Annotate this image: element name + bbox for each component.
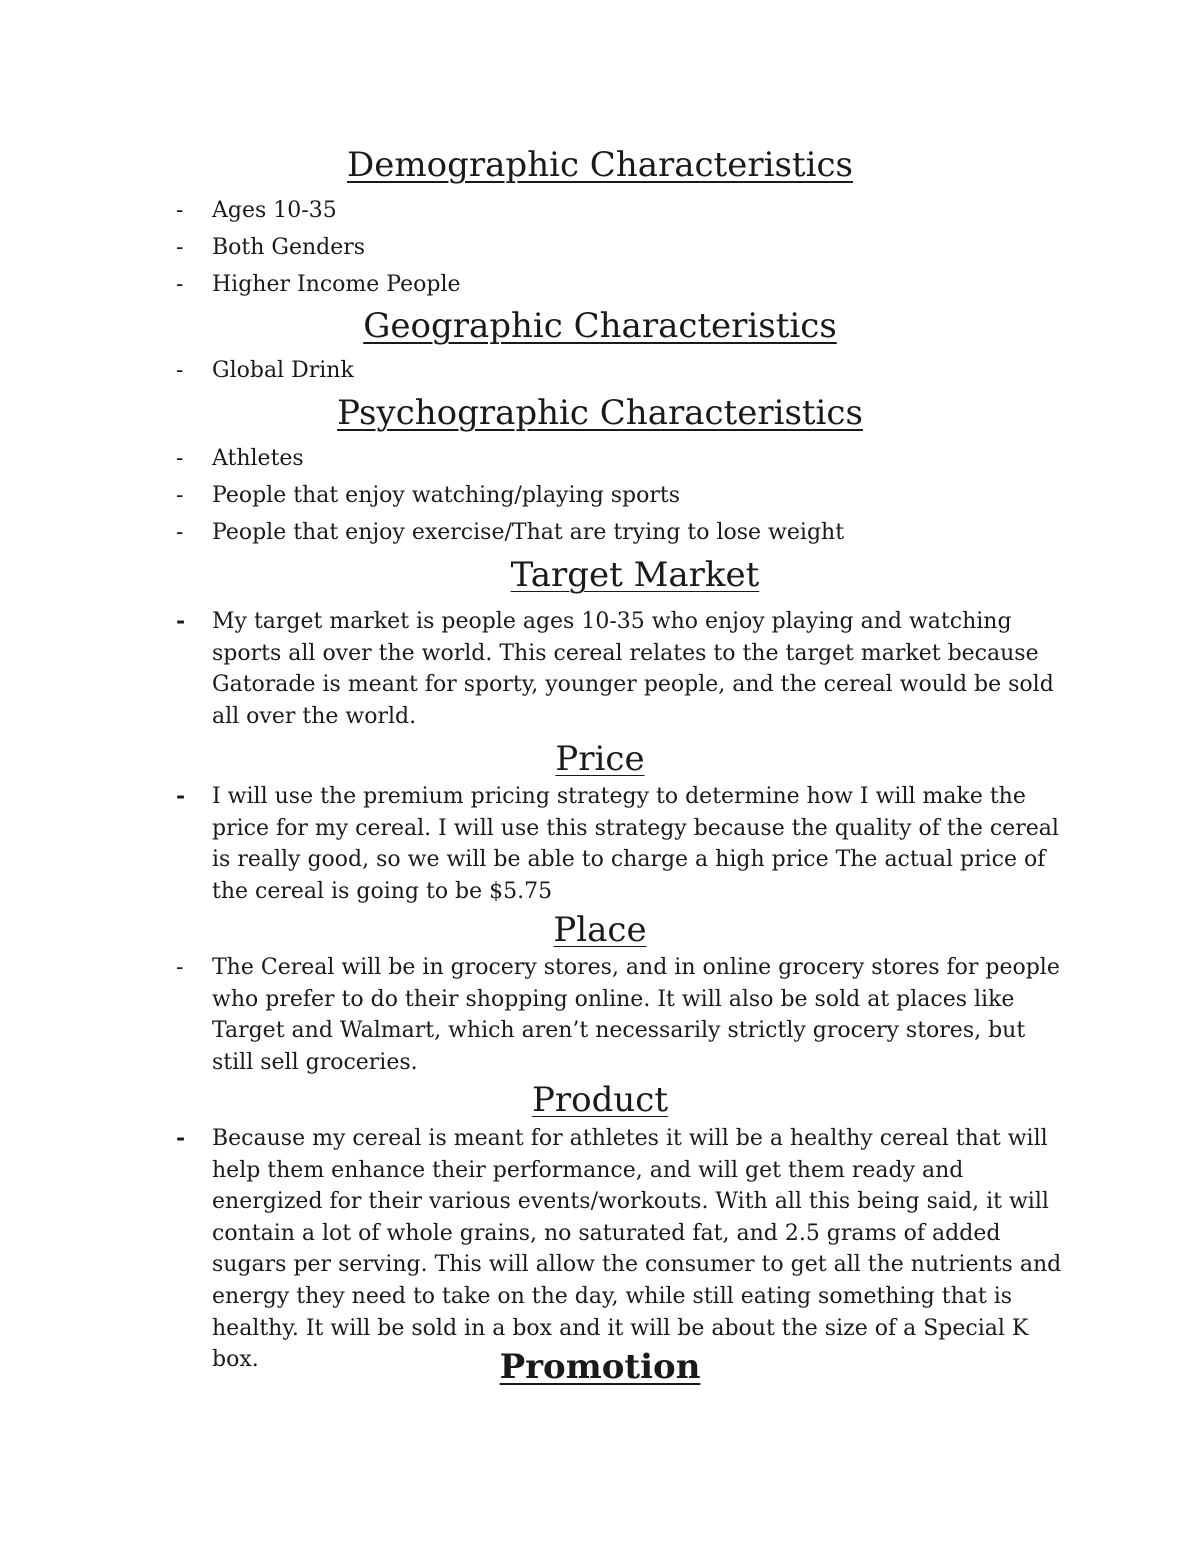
psychographic-list xyxy=(0,440,1200,551)
bullet-dash: - xyxy=(176,272,184,297)
target-market-paragraph: - My target market is people ages 10-35 who enjoy playing and watching sports all over the world. This cereal relates to the target market because Gatorade is meant for sporty, younger people, and the cereal would be sold all over the world. xyxy=(176,608,1054,729)
heading-geographic: Geographic Characteristics xyxy=(363,306,837,346)
heading-price: Price xyxy=(555,739,645,779)
bullet-dash: - xyxy=(176,446,184,471)
target-market-section xyxy=(0,606,1200,732)
geographic-list xyxy=(0,352,1200,389)
heading-place: Place xyxy=(553,910,647,950)
bullet-dash: - xyxy=(176,198,184,223)
list-item: - Global Drink xyxy=(0,352,1072,389)
bullet-dash: - xyxy=(176,483,184,508)
list-item: - Higher Income People xyxy=(0,266,1072,303)
list-item: - Ages 10-35 xyxy=(0,192,1072,229)
heading-demographic: Demographic Characteristics xyxy=(347,145,853,185)
bullet-dash: - xyxy=(176,783,186,809)
place-section xyxy=(0,952,1200,1078)
heading-target-market: Target Market xyxy=(510,555,760,595)
heading-product: Product xyxy=(532,1080,668,1120)
bullet-dash: - xyxy=(176,520,184,545)
bullet-dash: - xyxy=(176,608,186,634)
list-item: - People that enjoy exercise/That are trying to lose weight xyxy=(0,514,1072,551)
heading-promotion: Promotion xyxy=(499,1347,701,1387)
heading-psychographic: Psychographic Characteristics xyxy=(337,393,863,433)
list-item: - People that enjoy watching/playing sports xyxy=(0,477,1072,514)
product-section xyxy=(0,1123,1200,1376)
demographic-list xyxy=(0,192,1200,303)
place-paragraph: - The Cereal will be in grocery stores, and in online grocery stores for people who prefer to do their shopping online. It will also be sold at places like Target and Walmart, which aren’t necessarily strictly grocery stores, but still sell groceries. xyxy=(0,952,1062,1078)
list-item: - Athletes xyxy=(0,440,1072,477)
list-item: - Both Genders xyxy=(0,229,1072,266)
bullet-dash: - xyxy=(176,235,184,260)
bullet-dash: - xyxy=(176,1125,186,1151)
price-section xyxy=(0,781,1200,907)
bullet-dash: - xyxy=(176,358,184,383)
price-paragraph: - I will use the premium pricing strategy to determine how I will make the price for my cereal. I will use this strategy because the quality of the cereal is really good, so we will be able to charge a high price The actual price of the cereal is going to be $5.75 xyxy=(176,783,1059,904)
bullet-dash: - xyxy=(176,955,184,980)
product-paragraph: - Because my cereal is meant for athletes it will be a healthy cereal that will help them enhance their performance, and will get them ready and energized for their various events/workouts. With all this being said, it will contain a lot of whole grains, no saturated fat, and 2.5 grams of added sugars per serving. This will allow the consumer to get all the nutrients and energy they need to take on the day, while still eating something that is healthy. It will be sold in a box and it will be about the size of a Special K box. xyxy=(176,1125,1062,1373)
